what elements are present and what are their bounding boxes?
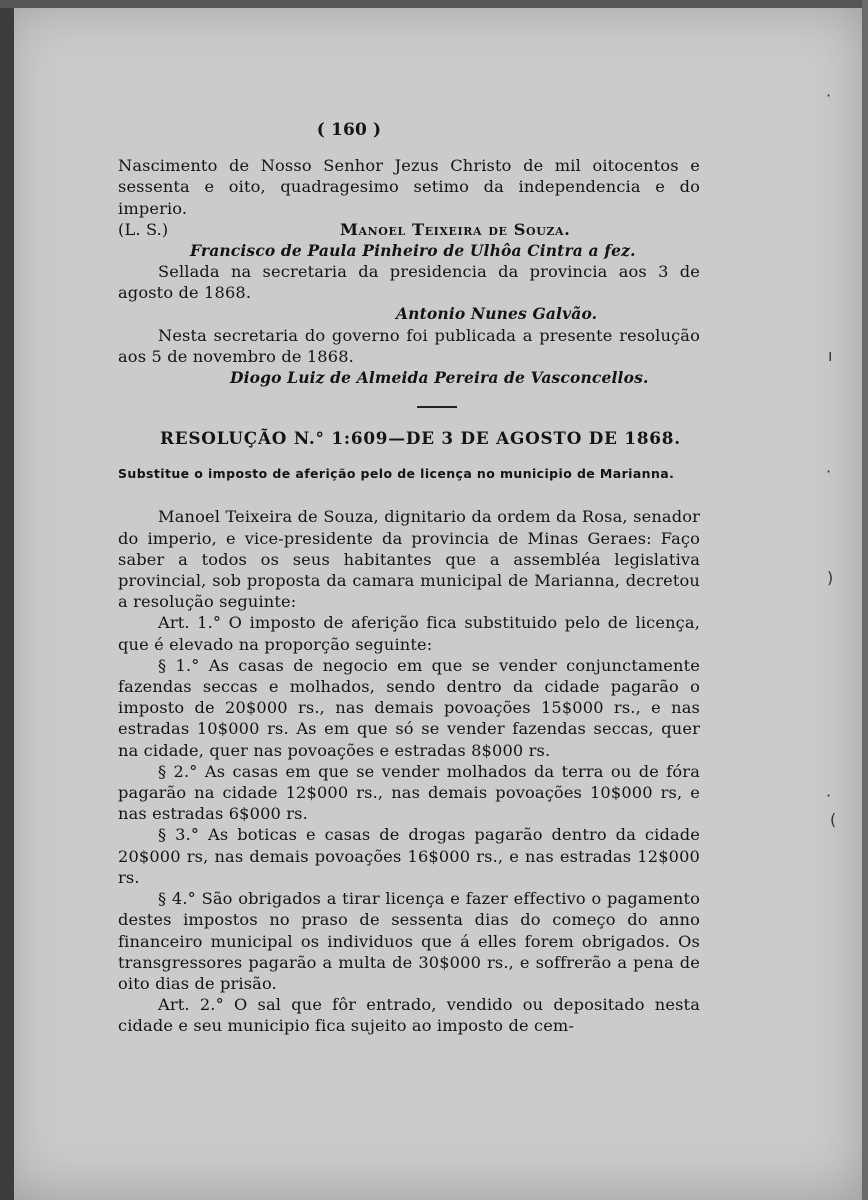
resolution-body xyxy=(118,506,700,1036)
article-2: Art. 2.° O sal que fôr entrado, vendido ou depositado nesta cidade e seu municipio fica sujeito ao imposto de cem- xyxy=(118,995,700,1036)
speck-mark: · xyxy=(826,786,832,805)
section-3: § 3.° As boticas e casas de drogas pagarão dentro da cidade 20$000 rs, nas demais povoações 16$000 rs., e nas estradas 12$000 rs. xyxy=(118,825,700,887)
seal-label: (L. S.) xyxy=(118,219,169,239)
page-edge-right xyxy=(862,0,868,1200)
signatory-secretary: Antonio Nunes Galvão. xyxy=(396,304,598,324)
signatory-governor: Manoel Teixeira de Souza. xyxy=(340,219,571,239)
article-1: Art. 1.° O imposto de aferição fica substituido pelo de licença, que é elevado na proporção seguinte: xyxy=(118,613,700,654)
speck-mark: · xyxy=(826,462,832,481)
margin-mark: ) xyxy=(827,568,834,587)
signature-line-1 xyxy=(118,219,700,240)
signatory-official: Diogo Luiz de Almeida Pereira de Vasconcellos. xyxy=(230,368,649,388)
sealed-paragraph: Sellada na secretaria da presidencia da provincia aos 3 de agosto de 1868. xyxy=(118,262,700,303)
speck-mark: · xyxy=(826,86,832,105)
resolution-heading: RESOLUÇÃO N.° 1:609—DE 3 DE AGOSTO DE 1868. xyxy=(160,428,681,449)
decree-preamble: Manoel Teixeira de Souza, dignitario da ordem da Rosa, senador do imperio, e vice-presidente da provincia de Minas Geraes: Faço saber a todos os seus habitantes que a assembléa legislativa provincial, sob proposta da camara municipal de Marianna, decretou a resolução seguinte: xyxy=(118,507,700,612)
page-edge-left xyxy=(0,0,14,1200)
opening-paragraph: Nascimento de Nosso Senhor Jezus Christo de mil oitocentos e sessenta e oito, quadragesimo setimo da independencia e do imperio. xyxy=(118,156,700,218)
section-1: § 1.° As casas de negocio em que se vender conjunctamente fazendas seccas e molhados, sendo dentro da cidade pagarão o imposto de 20$000 rs., nas demais povoações 15$000 rs., e nas estradas 10$000 rs. As em que só se vender fazendas seccas, quer na cidade, quer nas povoações e estradas 8$000 rs. xyxy=(118,655,700,760)
section-2: § 2.° As casas em que se vender molhados da terra ou de fóra pagarão na cidade 12$000 rs., nas demais povoações 10$000 rs, e nas estradas 6$000 rs. xyxy=(118,761,700,824)
section-4: § 4.° São obrigados a tirar licença e fazer effectivo o pagamento destes impostos no praso de sessenta dias do começo do anno financeiro municipal os individuos que á elles forem obrigados. Os transgressores pagarão a multa de 30$000 rs., e soffrerão a pena de oito dias de prisão. xyxy=(118,889,700,993)
section-divider xyxy=(417,406,457,408)
document-page xyxy=(118,120,700,1037)
signatory-clerk: Francisco de Paula Pinheiro de Ulhôa Cintra a fez. xyxy=(190,240,636,260)
published-paragraph: Nesta secretaria do governo foi publicada a presente resolução aos 5 de novembro de 1868. xyxy=(118,325,700,366)
margin-mark: ( xyxy=(830,810,837,829)
page-number: ( 160 ) xyxy=(316,120,382,140)
resolution-summary: Substitue o imposto de aferição pelo de licença no municipio de Marianna. xyxy=(118,466,675,482)
margin-mark: ı xyxy=(828,346,833,365)
page-edge-top xyxy=(0,0,868,8)
